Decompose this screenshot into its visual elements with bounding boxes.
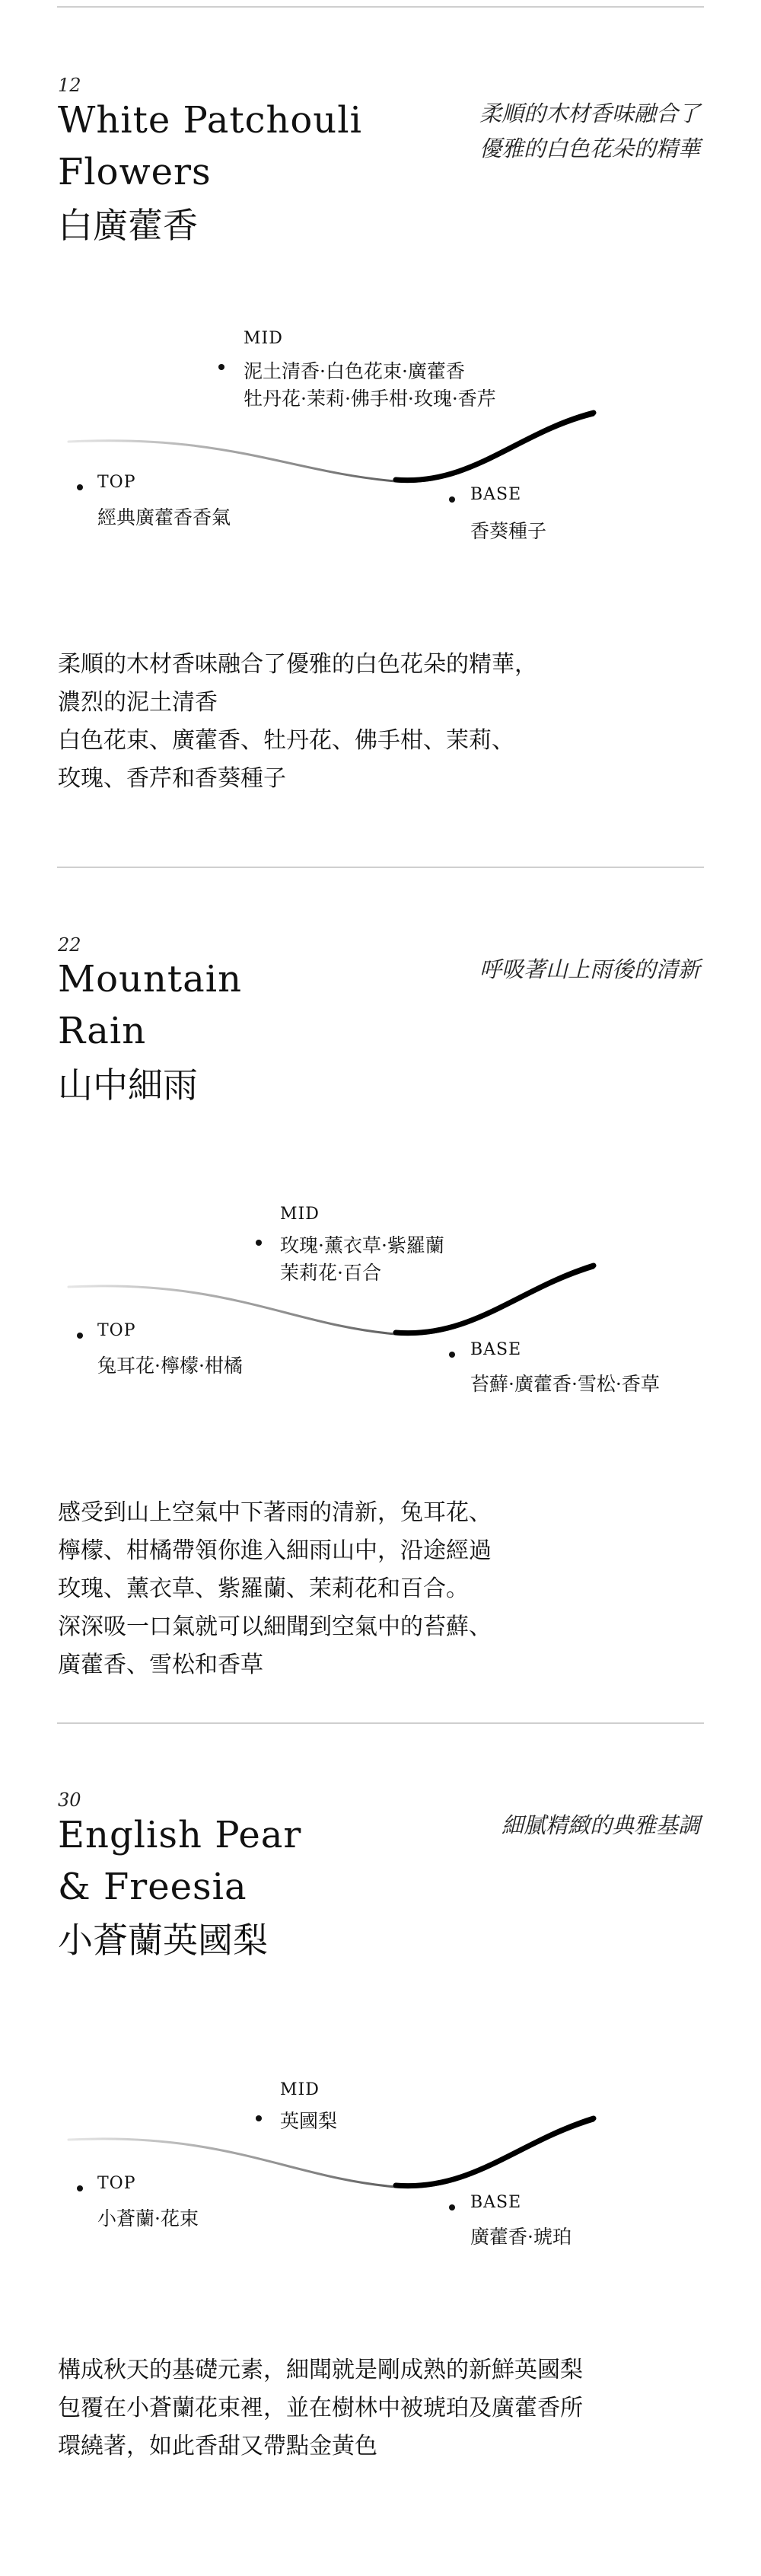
note-dot-mid xyxy=(256,1240,262,1246)
description-line: 包覆在小蒼蘭花束裡，並在樹林中被琥珀及廣藿香所 xyxy=(58,2395,583,2421)
description-line: 感受到山上空氣中下著雨的清新，兔耳花、 xyxy=(58,1499,492,1526)
fragrance-title-line: Mountain xyxy=(58,958,243,1001)
note-dot-top xyxy=(77,1333,83,1339)
fragrance-title-line: Flowers xyxy=(58,151,212,193)
note-items-base xyxy=(470,2223,572,2251)
note-item: 廣藿香·琥珀 xyxy=(470,2226,572,2248)
note-dot-top xyxy=(77,2185,83,2191)
note-label-top: TOP xyxy=(97,2174,136,2193)
fragrance-chinese-name: 白廣藿香 xyxy=(58,205,198,246)
tagline-line: 優雅的白色花朵的精華 xyxy=(479,136,700,161)
scent-curve xyxy=(0,305,761,579)
fragrance-description xyxy=(58,2351,712,2466)
note-item: 英國梨 xyxy=(280,2110,338,2132)
note-items-mid xyxy=(280,2108,337,2135)
note-label-mid: MID xyxy=(280,2080,320,2099)
note-label-base: BASE xyxy=(470,2193,522,2212)
note-item: 玫瑰·薰衣草·紫羅蘭 xyxy=(280,1234,444,1256)
description-line: 濃烈的泥土清香 xyxy=(58,689,218,716)
note-dot-base xyxy=(449,496,455,503)
fragrance-number: 22 xyxy=(58,934,81,956)
note-item: 香葵種子 xyxy=(470,520,547,542)
fragrance-title-line: & Freesia xyxy=(58,1866,247,1908)
note-items-top xyxy=(97,504,231,531)
description-line: 白色花束、廣藿香、牡丹花、佛手柑、茉莉、 xyxy=(58,727,514,754)
fragrance-number: 30 xyxy=(58,1789,81,1811)
note-item: 經典廣藿香香氣 xyxy=(97,506,231,528)
description-line: 環繞著，如此香甜又帶點金黃色 xyxy=(58,2433,377,2459)
description-line: 檸檬、柑橘帶領你進入細雨山中，沿途經過 xyxy=(58,1537,492,1564)
scent-curve xyxy=(0,2018,761,2292)
scent-curve xyxy=(0,1165,761,1439)
note-items-mid xyxy=(244,358,496,413)
tagline-line: 細膩精緻的典雅基調 xyxy=(501,1812,700,1838)
note-item: 兔耳花·檸檬·柑橘 xyxy=(97,1355,243,1377)
note-label-top: TOP xyxy=(97,1321,136,1340)
fragrance-description xyxy=(58,646,712,798)
tagline-line: 呼吸著山上雨後的清新 xyxy=(479,956,700,982)
section-divider xyxy=(57,1722,704,1724)
section-divider xyxy=(57,867,704,868)
note-items-base xyxy=(470,518,546,545)
fragrance-chinese-name: 小蒼蘭英國梨 xyxy=(58,1920,268,1961)
fragrance-chinese-name: 山中細雨 xyxy=(58,1065,198,1106)
fragrance-title-line: English Pear xyxy=(58,1814,302,1856)
fragrance-title-line: White Patchouli xyxy=(58,99,362,142)
note-label-top: TOP xyxy=(97,473,136,492)
note-item: 小蒼蘭·花束 xyxy=(97,2207,199,2230)
fragrance-title-line: Rain xyxy=(58,1010,147,1052)
note-dot-mid xyxy=(218,364,224,370)
note-items-top xyxy=(97,1352,243,1380)
top-divider xyxy=(57,6,704,8)
fragrance-number: 12 xyxy=(58,75,81,96)
note-items-mid xyxy=(280,1232,444,1287)
note-item: 泥土清香·白色花束·廣藿香 xyxy=(244,360,465,382)
note-label-mid: MID xyxy=(280,1205,320,1224)
note-items-top xyxy=(97,2205,199,2233)
description-line: 深深吸一口氣就可以細聞到空氣中的苔蘚、 xyxy=(58,1614,492,1640)
description-line: 玫瑰、薰衣草、紫羅蘭、茉莉花和百合。 xyxy=(58,1575,469,1602)
fragrance-description xyxy=(58,1494,712,1684)
fragrance-tagline xyxy=(426,1808,700,1843)
description-line: 柔順的木材香味融合了優雅的白色花朵的精華， xyxy=(58,651,537,678)
description-line: 構成秋天的基礎元素，細聞就是剛成熟的新鮮英國梨 xyxy=(58,2357,583,2383)
description-line: 廣藿香、雪松和香草 xyxy=(58,1652,263,1678)
note-items-base xyxy=(470,1371,660,1398)
note-label-base: BASE xyxy=(470,485,522,504)
note-dot-base xyxy=(449,1352,455,1358)
tagline-line: 柔順的木材香味融合了 xyxy=(479,101,700,126)
fragrance-tagline xyxy=(426,96,700,166)
note-item: 牡丹花·茉莉·佛手柑·玫瑰·香芹 xyxy=(244,388,496,410)
description-line: 玫瑰、香芹和香葵種子 xyxy=(58,765,286,792)
note-dot-top xyxy=(77,484,83,490)
note-dot-base xyxy=(449,2204,455,2211)
note-item: 苔蘚·廣藿香·雪松·香草 xyxy=(470,1373,660,1395)
note-dot-mid xyxy=(256,2115,262,2121)
note-item: 茉莉花·百合 xyxy=(280,1262,381,1284)
fragrance-tagline xyxy=(426,952,700,987)
note-label-base: BASE xyxy=(470,1340,522,1359)
note-label-mid: MID xyxy=(244,329,283,348)
